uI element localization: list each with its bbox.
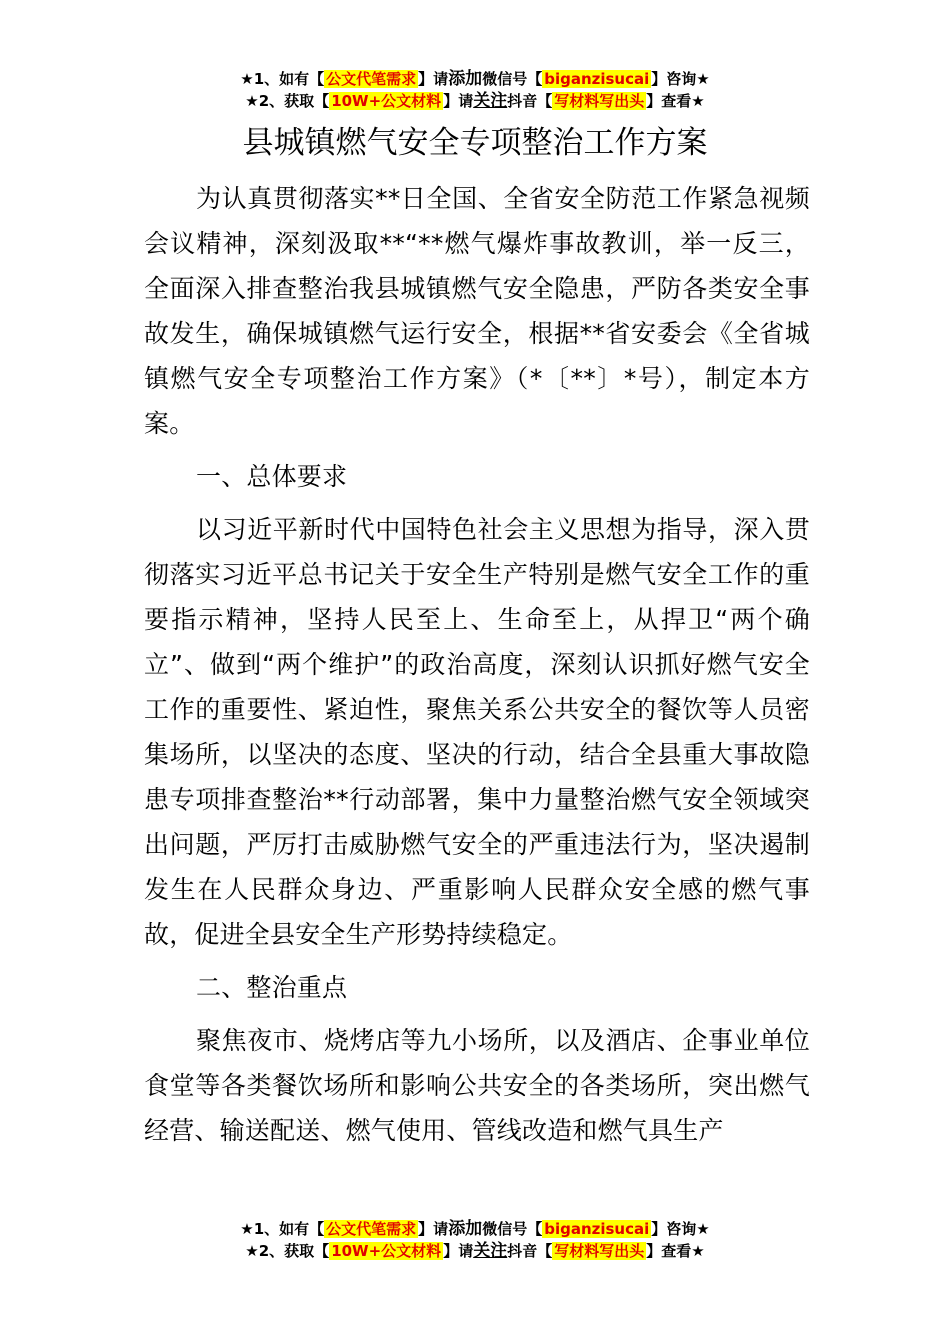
- promo-text: 】请: [418, 70, 449, 88]
- section-paragraph-1: 以习近平新时代中国特色社会主义思想为指导，深入贯彻落实习近平总书记关于安全生产特别是燃气安全工作的重要指示精神，坚持人民至上、生命至上，从捍卫“两个确立”、做到“两个维护”的政治高度，深刻认识抓好燃气安全工作的重要性、紧迫性，聚焦关系公共安全的餐饮等人员密集场所，以坚决的态度、坚决的行动，结合全县重大事故隐患专项排查整治**行动部署，集中力量整治燃气安全领域突出问题，严厉打击威胁燃气安全的严重违法行为，坚决遏制发生在人民群众身边、严重影响人民群众安全感的燃气事故，促进全县安全生产形势持续稳定。: [144, 515, 810, 949]
- promo-text: 】查看★: [646, 1242, 705, 1260]
- promo-highlight: 公文代笔需求: [326, 70, 417, 88]
- promo-highlight: 10W+公文材料: [331, 1242, 442, 1260]
- promo-text: 】请: [443, 92, 474, 110]
- promo-highlight: 公文代笔需求: [326, 1220, 417, 1238]
- promo-emphasis: 添加: [448, 1219, 483, 1239]
- document-title: 县城镇燃气安全专项整治工作方案: [242, 125, 708, 161]
- promo-emphasis: 添加: [448, 69, 483, 89]
- intro-paragraph: 为认真贯彻落实**日全国、全省安全防范工作紧急视频会议精神，深刻汲取**“**燃气爆炸事故教训，举一反三，全面深入排查整治我县城镇燃气安全隐患，严防各类安全事故发生，确保城镇燃气运行安全，根据**省安委会《全省城镇燃气安全专项整治工作方案》（*〔**〕*号），制定本方案。: [144, 184, 810, 438]
- promo-text: 抖音【: [507, 92, 553, 110]
- promo-highlight: 写材料写出头: [554, 92, 645, 110]
- section-paragraph-2: 聚焦夜市、烧烤店等九小场所，以及酒店、企事业单位食堂等各类餐饮场所和影响公共安全的各类场所，突出燃气经营、输送配送、燃气使用、管线改造和燃气具生产: [144, 1026, 810, 1145]
- promo-line-2: [0, 90, 950, 112]
- promo-text: ★2、获取【: [245, 1242, 330, 1260]
- promo-highlight: 写材料写出头: [554, 1242, 645, 1260]
- promo-highlight: 10W+公文材料: [331, 92, 442, 110]
- promo-text: 】请: [443, 1242, 474, 1260]
- promo-line-1: [0, 68, 950, 90]
- promo-line-2: [0, 1240, 950, 1262]
- promo-text: 】咨询★: [651, 1220, 710, 1238]
- promo-emphasis: 关注: [473, 91, 508, 111]
- promo-highlight: biganzisucai: [544, 1220, 650, 1238]
- promo-text: ★2、获取【: [245, 92, 330, 110]
- promo-text: ★1、如有【: [240, 1220, 325, 1238]
- promo-text: 】请: [418, 1220, 449, 1238]
- promo-text: ★1、如有【: [240, 70, 325, 88]
- promo-text: 】查看★: [646, 92, 705, 110]
- promo-text: 抖音【: [507, 1242, 553, 1260]
- document-body: [144, 176, 810, 1161]
- bottom-promo-banner: [0, 1218, 950, 1262]
- promo-highlight: biganzisucai: [544, 70, 650, 88]
- promo-text: 微信号【: [482, 1220, 543, 1238]
- promo-text: 微信号【: [482, 70, 543, 88]
- promo-emphasis: 关注: [473, 1241, 508, 1261]
- section-heading-1: 一、总体要求: [196, 462, 348, 491]
- top-promo-banner: [0, 68, 950, 112]
- section-heading-2: 二、整治重点: [196, 973, 348, 1002]
- promo-line-1: [0, 1218, 950, 1240]
- promo-text: 】咨询★: [651, 70, 710, 88]
